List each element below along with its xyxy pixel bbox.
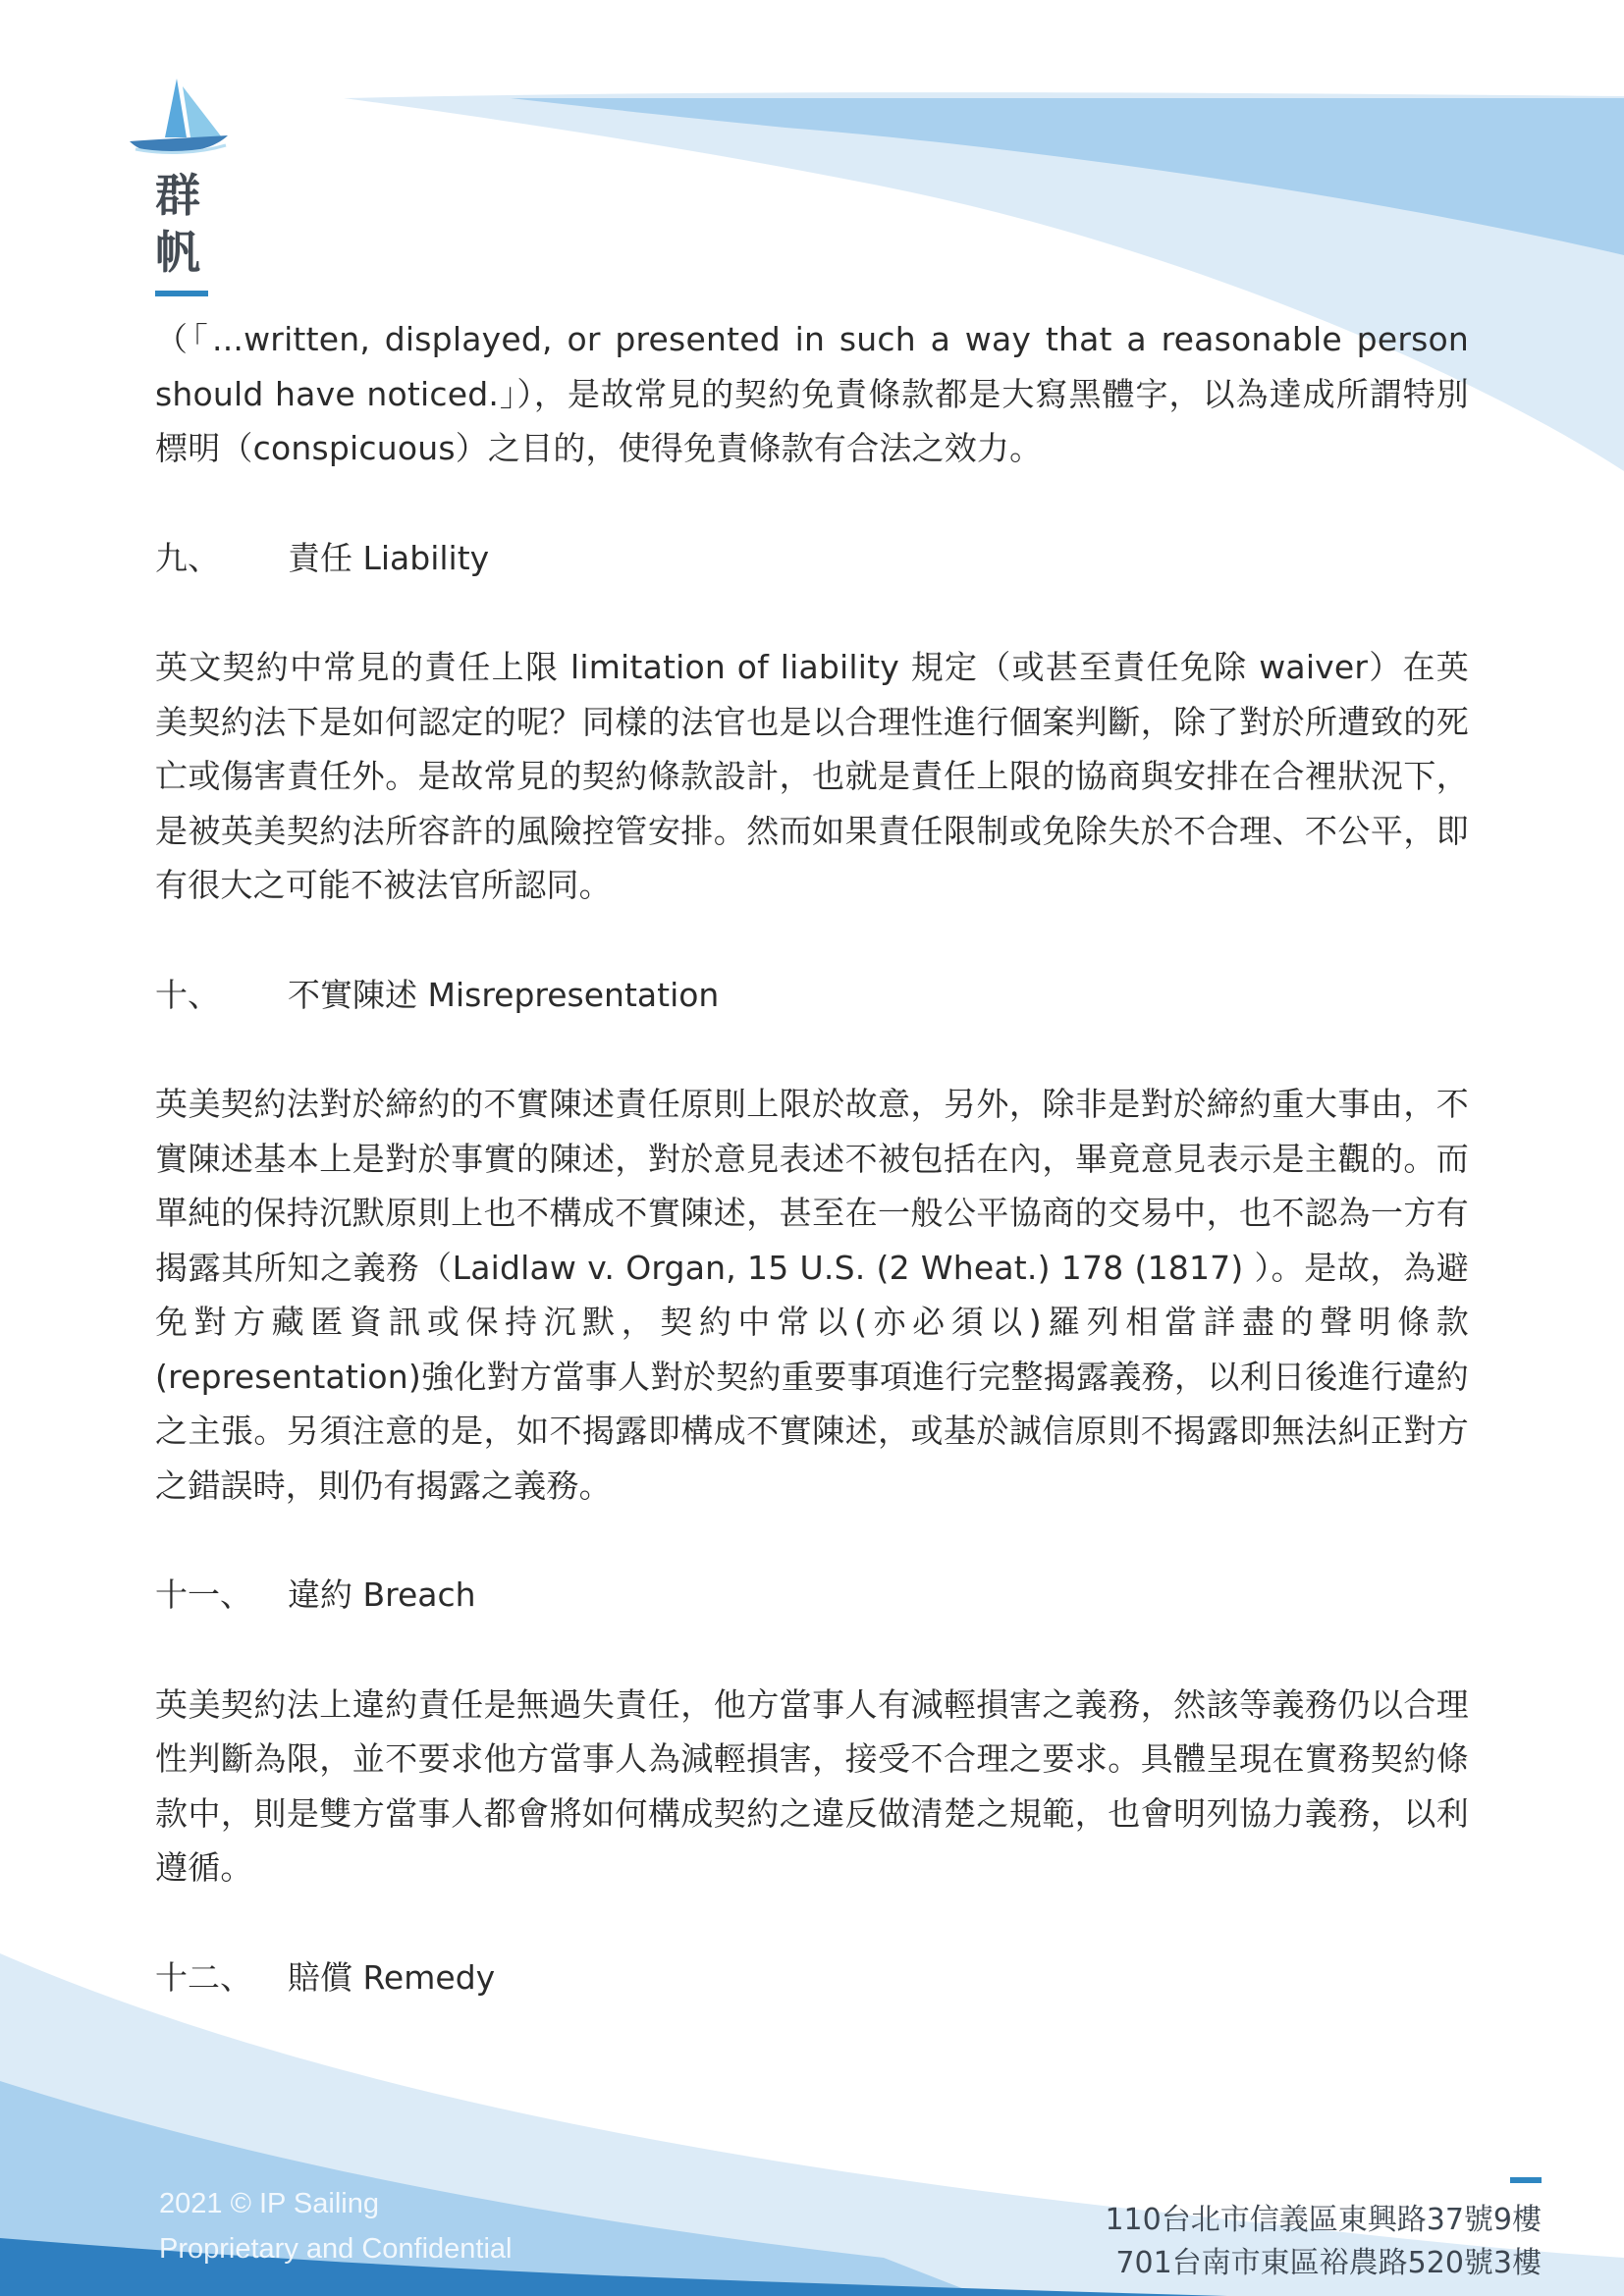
logo-underline (155, 291, 208, 296)
section-11-number: 十一、 (155, 1575, 252, 1614)
section-10-paragraph: 英美契約法對於締約的不實陳述責任原則上限於故意，另外，除非是對於締約重大事由，不實陳述基本上是對於事實的陳述，對於意見表述不被包括在內，畢竟意見表示是主觀的。而單純的保持沉默原則上也不構成不實陳述，甚至在一般公平協商的交易中，也不認為一方有揭露其所知之義務（Laidlaw v. Organ, 15 U.S. (2 Wheat.) 178 (1817) ）。是故，為避免對方藏匿資訊或保持沉默，契約中常以(亦必須以)羅列相當詳盡的聲明條款(representation)強化對方當事人對於契約重要事項進行完整揭露義務，以利日後進行違約之主張。另須注意的是，如不揭露即構成不實陳述，或基於誠信原則不揭露即無法糾正對方之錯誤時，則仍有揭露之義務。 (155, 1085, 1469, 1505)
section-11-paragraph: 英美契約法上違約責任是無過失責任，他方當事人有減輕損害之義務，然該等義務仍以合理性判斷為限，並不要求他方當事人為減輕損害，接受不合理之要求。具體呈現在實務契約條款中，則是雙方當事人都會將如何構成契約之違反做清楚之規範，也會明列協力義務，以利遵循。 (155, 1684, 1469, 1887)
footer-left (159, 2181, 512, 2271)
section-12-number: 十二、 (155, 1957, 252, 1997)
brand-char-1: 群 (155, 169, 200, 222)
intro-paragraph: （「...written, displayed, or presented in such a way that a reasonable person should have noticed.」），是故常見的契約免責條款都是大寫黑體字，以為達成所謂特別標明（conspicuous）之目的，使得免責條款有合法之效力。 (155, 320, 1469, 467)
sailboat-logo-icon (126, 77, 234, 159)
brand-char-2: 帆 (155, 226, 200, 279)
section-9-title: 責任 Liability (288, 538, 490, 577)
section-9-heading (155, 531, 1469, 586)
section-10-heading (155, 968, 1469, 1023)
footer-addresses (1105, 2199, 1542, 2285)
section-11-heading (155, 1568, 1469, 1623)
section-11-title: 違約 Breach (288, 1575, 476, 1614)
confidential-text: Proprietary and Confidential (159, 2233, 513, 2265)
section-12-title: 賠償 Remedy (288, 1957, 496, 1997)
section-9-paragraph: 英文契約中常見的責任上限 limitation of liability 規定（或甚至責任免除 waiver）在英美契約法下是如何認定的呢？同樣的法官也是以合理性進行個案判斷，除了對於所遭致的死亡或傷害責任外。是故常見的契約條款設計，也就是責任上限的協商與安排在合裡狀況下，是被英美契約法所容許的風險控管安排。然而如果責任限制或免除失於不合理、不公平，即有很大之可能不被法官所認同。 (155, 648, 1469, 904)
document-body (155, 312, 1469, 2004)
copyright-text: 2021 © IP Sailing (159, 2188, 379, 2219)
section-10-number: 十、 (155, 975, 220, 1014)
section-10-title: 不實陳述 Misrepresentation (288, 975, 720, 1014)
section-9-number: 九、 (155, 538, 220, 577)
footer-accent-bar (1510, 2177, 1542, 2183)
address-taipei: 110台北市信義區東興路37號9樓 (1105, 2203, 1542, 2237)
brand-name (155, 167, 214, 281)
section-12-heading (155, 1950, 1469, 2005)
address-tainan: 701台南市東區裕農路520號3樓 (1115, 2246, 1542, 2280)
